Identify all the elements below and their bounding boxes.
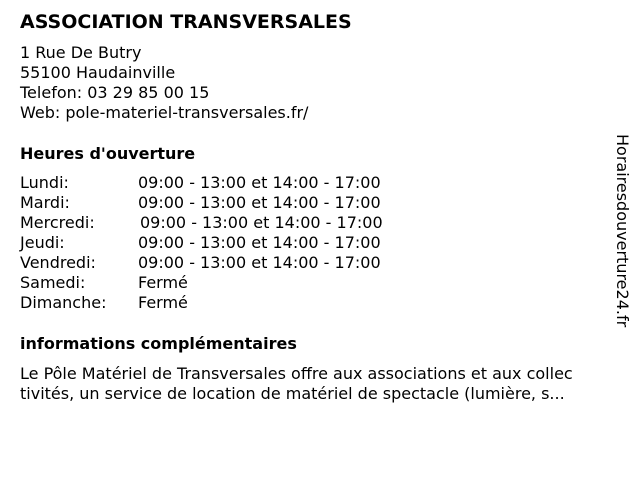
street-address: 1 Rue De Butry [20,43,142,62]
day-hours: Fermé [138,293,188,312]
day-label: Mardi: [20,193,70,212]
day-label: Mercredi: [20,213,95,232]
day-hours: 09:00 - 13:00 et 14:00 - 17:00 [138,173,381,192]
business-name: ASSOCIATION TRANSVERSALES [20,11,352,33]
description-text [20,364,610,404]
phone-number: Telefon: 03 29 85 00 15 [20,83,210,102]
watermark-text: Horairesdouverture24.fr [613,134,632,328]
additional-info-heading: informations complémentaires [20,334,297,353]
day-label: Dimanche: [20,293,107,312]
description-line: tivités, un service de location de matériel de spectacle (lumière, s... [20,384,565,403]
city-postcode: 55100 Haudainville [20,63,176,82]
day-hours: Fermé [138,273,188,292]
website: Web: pole-materiel-transversales.fr/ [20,103,309,122]
description-line: Le Pôle Matériel de Transversales offre aux associations et aux collec [20,364,573,383]
opening-hours-heading: Heures d'ouverture [20,144,196,163]
day-label: Lundi: [20,173,69,192]
day-hours: 09:00 - 13:00 et 14:00 - 17:00 [138,193,381,212]
address-block [20,43,308,123]
day-hours: 09:00 - 13:00 et 14:00 - 17:00 [138,253,381,272]
day-hours: 09:00 - 13:00 et 14:00 - 17:00 [140,213,383,232]
day-label: Vendredi: [20,253,96,272]
day-label: Samedi: [20,273,86,292]
site-watermark [612,134,634,344]
day-hours: 09:00 - 13:00 et 14:00 - 17:00 [138,233,381,252]
day-label: Jeudi: [20,233,65,252]
